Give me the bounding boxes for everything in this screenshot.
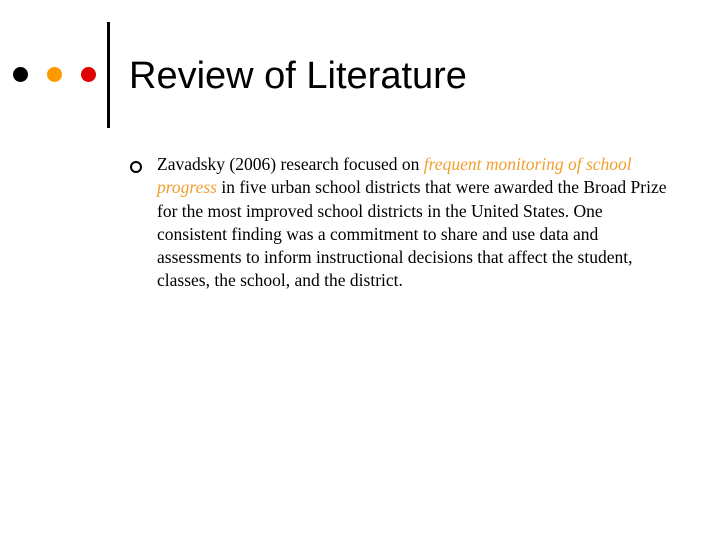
- bullet-highlight: frequent monitoring of school progress: [157, 154, 632, 198]
- red-dot: [81, 67, 96, 82]
- hollow-circle-bullet-icon: [130, 161, 142, 173]
- orange-dot: [47, 67, 62, 82]
- bullet-text-before: Zavadsky (2006) research focused on: [157, 154, 424, 174]
- title-divider: [107, 22, 110, 128]
- decorative-dots: [13, 67, 96, 82]
- bullet-item: [130, 153, 675, 293]
- slide-title: Review of Literature: [129, 55, 467, 97]
- black-dot: [13, 67, 28, 82]
- bullet-list: [130, 153, 675, 293]
- bullet-text-after: in five urban school districts that were awarded the Broad Prize for the most improved school districts in the United States. One consistent finding was a commitment to share and use data and assessments to inform instructional decisions that affect the student, classes, the school, and the district.: [157, 177, 667, 291]
